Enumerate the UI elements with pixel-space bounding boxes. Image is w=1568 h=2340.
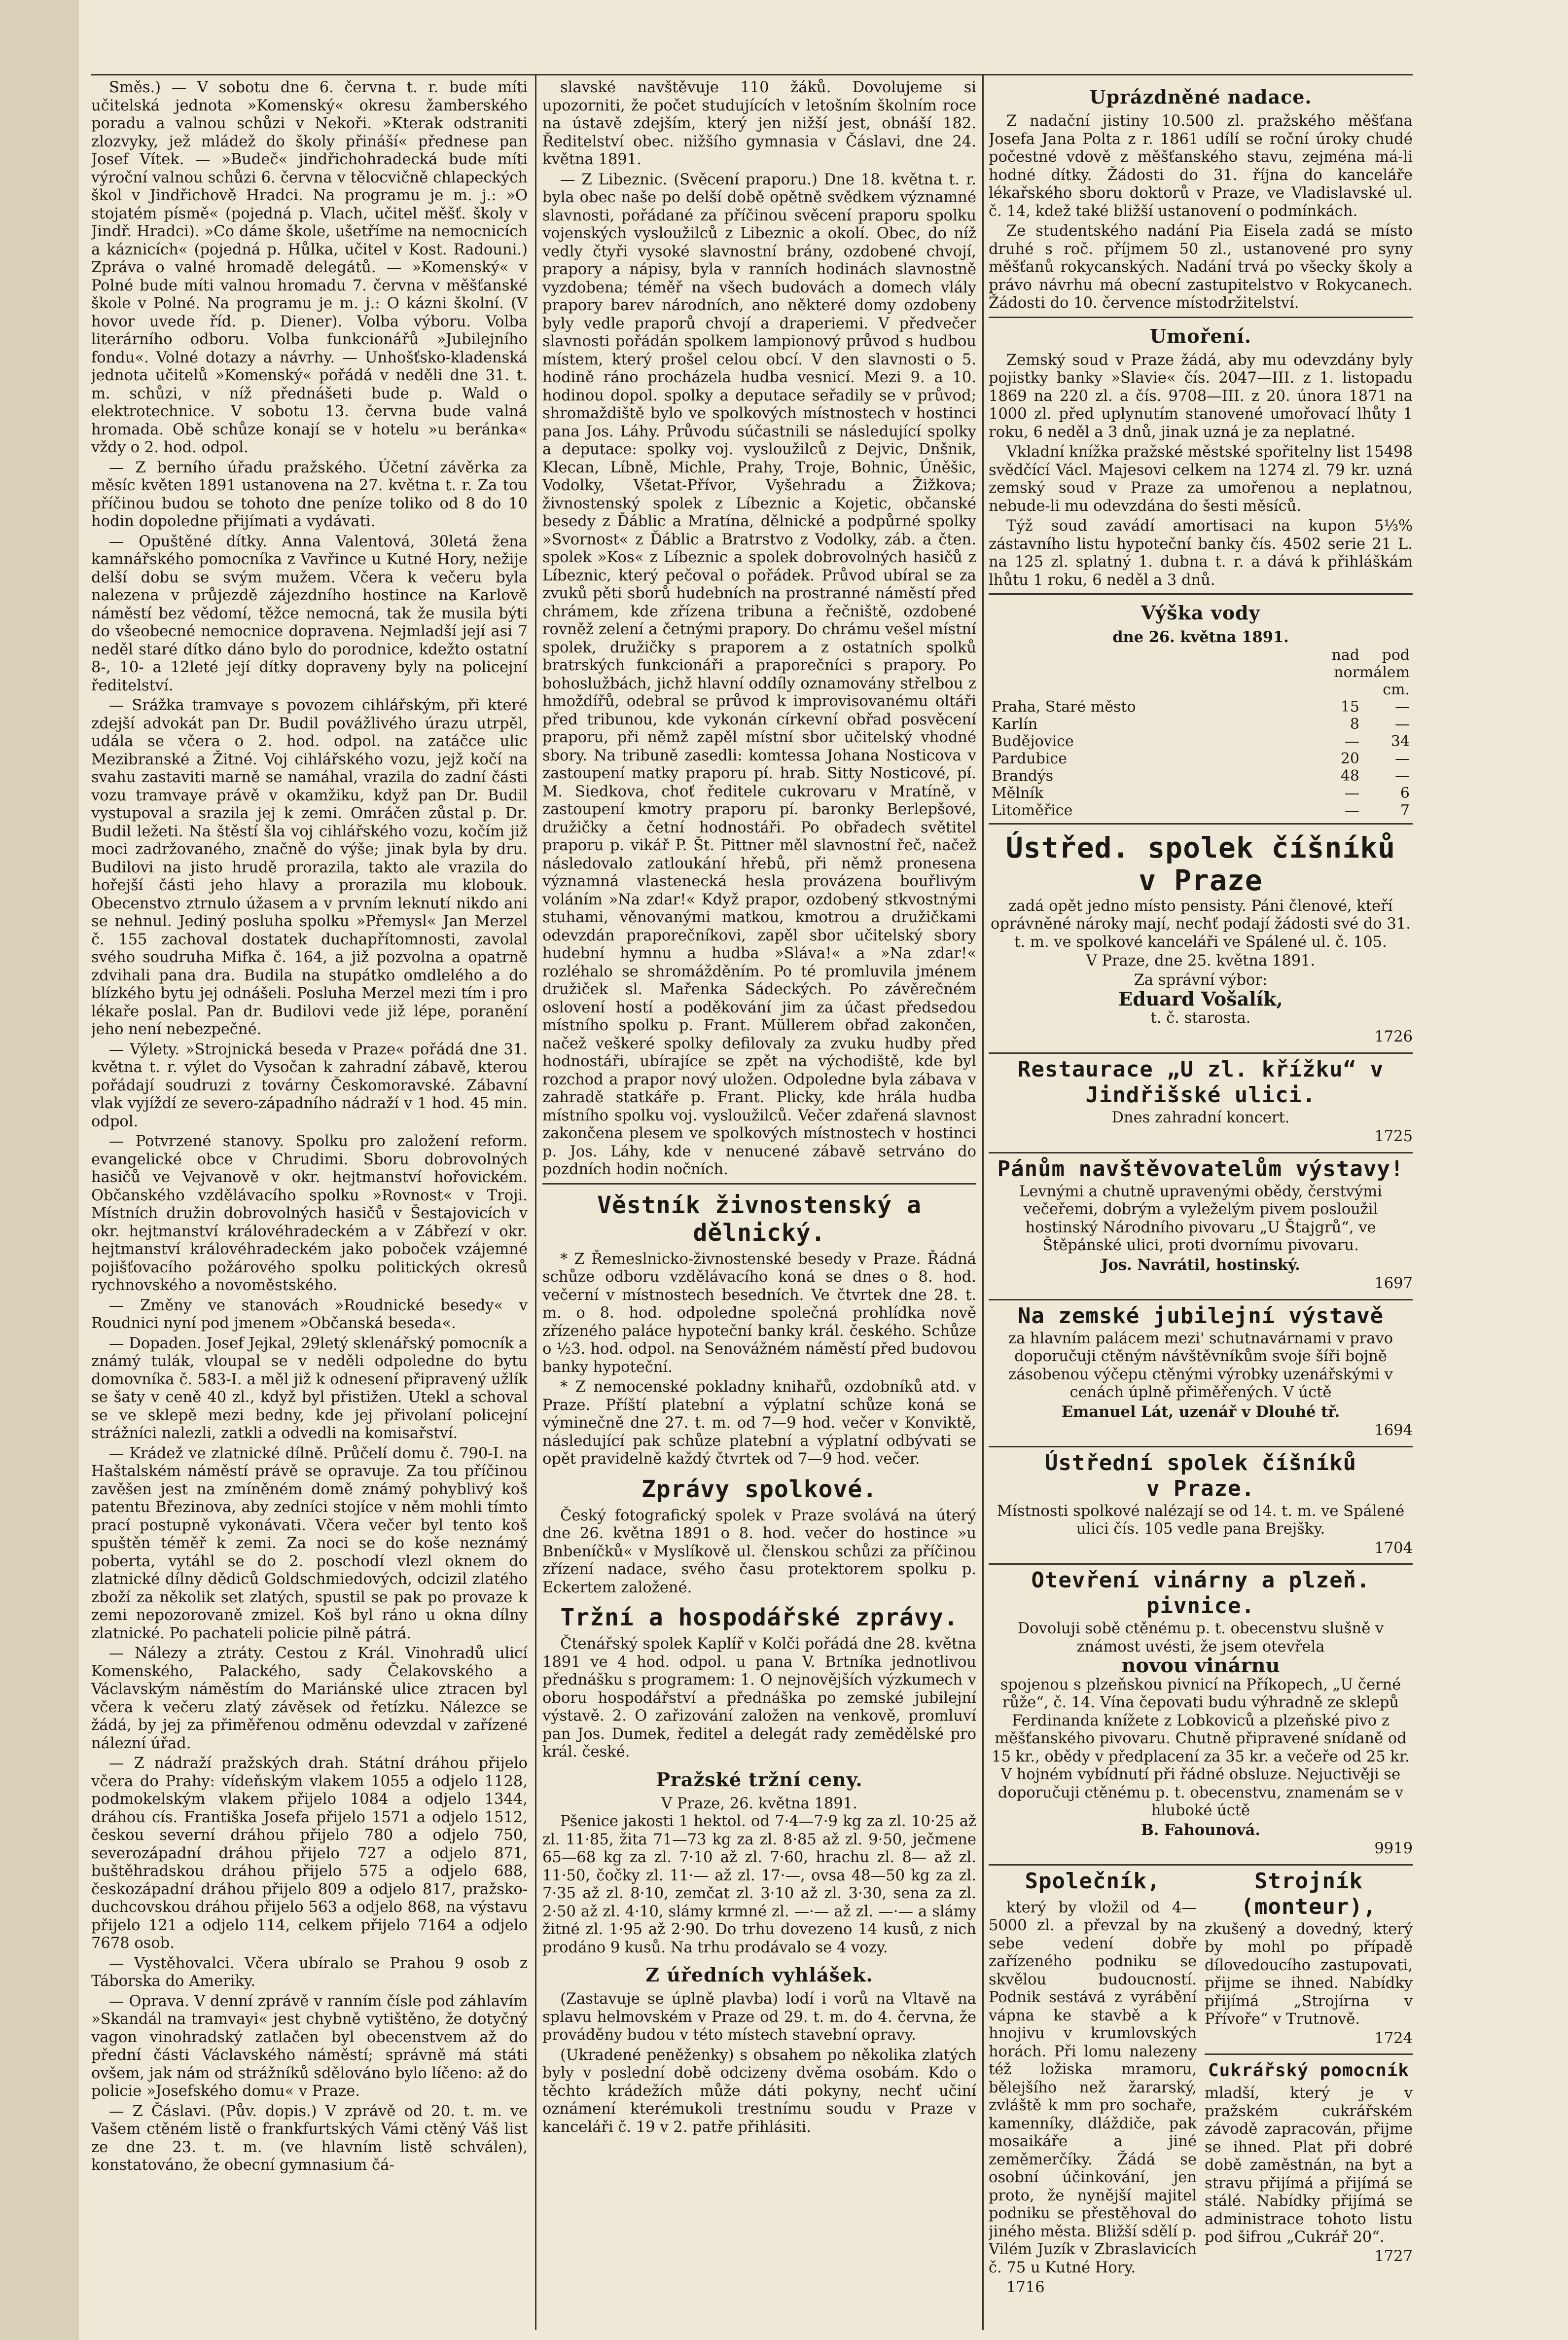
article-paragraph: Čtenářský spolek Kaplíř v Kolči pořádá dne 28. května 1891 ve 4 hod. odpol. u pana V. Brtníka jednotlivou přednášku s programem: 1. O nejnovějších výzkumech v oboru hospodářství a přednáška po zemské jubilejní výstavě. 2. O zařizování založen na venkově, promluví pan Jos. Dumek, ředitel a delegát rady zemědělské pro král. české. [542,1635,976,1761]
ad-headline: Cukrářský pomocník [1208,2060,1410,2081]
section-heading-ceny: Pražské tržní ceny. [656,1768,863,1791]
article-paragraph: Směs.) — V sobotu dne 6. června t. r. bude míti učitelská jednota »Komenský« okresu žamberského poradu a valnou schůzi v Nekoři. »Kterak odstraniti zlozvyky, jež mládež do školy přináší« přednese pan Josef Vítek. — »Budeč« jindřichohradecká bude míti výroční valnou schůzi 6. června v tělocvičně chlapeckých škol v Jindřichově Hradci. Na programu je m. j.: »O stojatém písmě« (pojedná p. Vlach, učitel měšť. školy v Jindř. Hradci). »Co dáme škole, ušetříme na nemocnicích a káznicích« (pojedná p. Hůlka, učitel v Kost. Radouni.) Zpráva o valné hromadě delegátů. — »Komenský« v Polné bude míti valnou hromadu 7. června v měšťanské škole v Polné. Na programu je m. j.: O kázni školní. (V hovor uvede říd. p. Diener). Volba výboru. Volba literárního odboru. Volba funkcionářů »Jubilejního fondu«. Volné dotazy a návrhy. — Unhošťsko-kladenská jednota učitelů »Komenský« pořádá v neděli dne 31. t. m. schůzi, v níž přednášeti bude p. Wald o elektrotechnice. V sobotu 13. června bude valná hromada. Obě schůze konají se v hotelu »u beránka« vždy o 2. hod. odpol. [91,79,528,456]
article-paragraph: * Z nemocenské pokladny knihařů, ozdobníků atd. v Praze. Příští platební a výplatní schůze koná se výminečně dne 27. t. m. od 7—9 hod. večer v Konviktě, následující pak schůze platební a výplatní odbývati se opět pravidelně každý čtvrtek od 7—9 hod. večer. [542,1378,976,1468]
ad-text: zadá opět jedno místo pensisty. Páni členové, kteří oprávněné nároky mají, nechť podají žádosti své do 31. t. m. ve spolkové kanceláři ve Spálené ul. č. 105. [991,897,1411,951]
table-cell: 7 [1400,801,1410,819]
article-paragraph: — Dopaden. Josef Jejkal, 29letý sklenářský pomocník a známý tulák, vloupal se v neděli odpoledne do bytu domovníka č. 583-I. a měl již k odnesení připravený užlík se šaty v ceně 40 zl., když byl přistižen. Utekl a schoval se ve sklepě mezi bedny, kde jej přivolaní policejní strážníci nalezli, zatkli a odvedli na komisařství. [91,1334,528,1442]
ad-headline: Na zemské jubilejní výstavě [1017,1303,1384,1329]
article-paragraph: — Vystěhovalci. Včera ubíralo se Prahou 9 osob z Táborska do Ameriky. [91,1954,528,1990]
table-row [989,733,1413,750]
table-cell: 15 [1340,698,1359,716]
ad-signature: Emanuel Lát, uzenář v Dlouhé tř. [1061,1403,1340,1421]
article-paragraph: — Nálezy a ztráty. Cestou z Král. Vinohradů ulicí Komenského, Palackého, sady Čelakovského a Václavským náměstím do Mariánské ulice ztracen byl včera k večeru zlatý závěsek od řetízku. Nálezce se žádá, by jej za přiměřenou odměnu odevzdal v zařízené nálezní úřad. [91,1645,528,1752]
table-cell: — [1345,732,1359,750]
ad-headline: v Praze. [1146,1476,1255,1501]
advertisement [989,1153,1413,1300]
ad-number: 1727 [1374,2247,1413,2265]
ad-subheadline: novou vinárnu [1121,1654,1280,1677]
ad-text: Za správní výbor: [1134,971,1268,989]
table-cell: 6 [1400,784,1410,802]
ad-number: 9919 [1374,1840,1413,1857]
ad-number: 1724 [1374,2029,1413,2047]
ad-number: 1725 [1374,1128,1413,1145]
article-paragraph: — Z Libeznic. (Svěcení praporu.) Dne 18. května t. r. byla obec naše po delší době opětně svědkem významné slavnosti, pořádané za příčinou svěcení praporu spolku vojenských vysloužilců z Libeznic a okolí. Obec, do níž vedly čtyři vysoké slavnostní brány, ozdobené chvojí, prapory a nápisy, byla v ranních hodinách slavnostně vyzdobena; téměř na všech budovách a domech vlály prapory barev národních, ano některé domy ozdobeny byly vedle praporů chvojí a draperiemi. V předvečer slavnosti pořádán spolkem lampionový průvod s hudbou místem, který prošel celou obcí. V den slavnosti o 5. hodině ráno procházela hudba vesnicí. Mezi 9. a 10. hodinou dopol. spolky a deputace seřadily se v průvod; shromaždiště bylo ve spolkových místnostech v hostinci pana Jos. Láhy. Průvodu súčastnili se následující spolky a deputace: spolky voj. vysloužilců z Dejvic, Dnšnik, Klecan, Líbně, Michle, Prahy, Troje, Bohnic, Úněšic, Vodolky, Všetat-Přívor, Vyšehradu a Žižkova; živnostenský spolek z Líbeznic a Kojetic, občanské besedy z Ďáblic a Mratína, dělnické a podpůrné spolky »Svornost« z Ďáblic a Bratrstvo z Vodolky, záb. a čten. spolek »Kos« z Líbeznic a spolek dobrovolných hasičů z Líbeznic, který pečoval o pořádek. Průvod ubíral se za zvuků pěti sborů hudebních na prostranné náměstí před chrámem, kde zřízena tribuna a řečniště, ozdobené rovněž zelení a četnými prapory. Do chrámu vešel místní spolek, družičky s praporem a z ostatních spolků bratrských funkcionáři a praporečníci s prapory. Po bohoslužbách, jichž hlavní oddíly oznamovány střelbou z hmoždířů, odebral se průvod k improvisovanému oltáři před tribunou, kde vykonán církevní obřad posvěcení praporu, při němž zapěl místní sbor učitelský vhodné sbory. Na tribuně zasedli: komtessa Johana Nosticova v zastoupení matky praporu pí. hrab. Sitty Nosticové, pí. M. Siedkova, choť ředitele cukrovaru v Mratíně, v zastoupení kmotry praporu pí. baronky Berlepšové, družičky a četní hodnostáři. Po obřadech světitel praporu p. vikář P. Št. Pittner měl slavnostní řeč, načež následovalo zatloukání hřebů, při němž pronesena významná vlastenecká hesla provázena bouřlivým voláním »Na zdar!« Když prapor, ozdobený stkvostnými stuhami, věnovanými matkou, kmotrou a družičkami odevzdán praporečníkovi, zapěl sbor učitelský sbory hudební hymnu a hudba »Sláva!« a »Na zdar!« rozléhalo se shromážděním. Po té promluvila jménem družiček sl. Mařenka Sádeckých. Po závěrečném oslovení hostí a poděkování jim za účast předsedou místního spolku p. Frant. Müllerem obřad zakončen, načež veškeré spolky defilovaly za zvuku hudby před hodnostáři, ubírajíce se zpět na východiště, kde byl rozchod a prapor nový uložen. Odpoledne byla zábava v zahradě statkáře p. Frant. Plicky, kde hrála hudba místního spolku voj. vysloužilců. Večer zdařená slavnost zakončena plesem ve spolkových místnostech v hostinci p. Jos. Láhy, kde v nenucené zábavě setrváno do pozdních hodin nočních. [542,171,976,1178]
table-row [989,802,1413,819]
ad-number: 1697 [1374,1275,1413,1292]
ad-headline: Společník, [1025,1868,1161,1894]
table-cell: Budějovice [992,732,1074,750]
table-cell: 34 [1390,732,1410,750]
advertisement [989,1565,1413,1866]
table-row [989,698,1413,716]
section-heading-zpravy: Zprávy spolkové. [641,1475,878,1503]
article-paragraph: — Z nádraží pražských drah. Státní dráhou přijelo včera do Prahy: vídeňským vlakem 1055 a odjelo 1128, podmokelským vlakem přijelo 1084 a odjelo 1344, dráhou cís. Františka Josefa přijelo 1571 a odjelo 1512, českou severní dráhou přijelo 780 a odjelo 750, severozápadní dráhou přijelo 727 a odjelo 871, buštěhradskou dráhou přijelo 575 a odjelo 688, českozápadní dráhou přijelo 809 a odjelo 817, pražsko-duchcovskou dráhou přijelo 563 a odjelo 868, na výstavu přijelo 121 a odjelo 114, celkem přijelo 7164 a odjelo 7678 osob. [91,1755,528,1952]
ad-number: 1704 [1374,1539,1413,1557]
column-rule-2 [982,74,984,2330]
advertisement [989,1300,1413,1447]
article-paragraph: * Z Řemeslnicko-živnostenské besedy v Praze. Řádná schůze odboru vzdělávacího koná se dnes o 8. hod. večerní v místnostech besedních. Ve čtvrtek dne 28. t. m. o 8. hod. odpoledne společná prohlídka nově zřízeného paláce hypoteční banky král. českého. Schůze o ½3. hod. odpol. na Senovážném náměstí před budovou banky hypoteční. [542,1250,976,1376]
ad-text: Levnými a chutně upravenými obědy, čerstvými večeřemi, dobrým a vyleželým pivem posloužil hostinský Národního pivovaru „U Štajgrů“, ve Štěpánské ulici, proti dvornímu pivovaru. [1019,1183,1382,1254]
ad-text: spojenou s plzeňskou pivnicí na Příkopech, „U černé růže“, č. 14. Vína čepovati budu výhradně ze sklepů Ferdinanda knížete z Lobkoviců a plzeňské pivo z měšťanského pivovaru. Chutně připravené snídaně od 15 kr., obědy v předplacení za 35 kr. a večeře od 25 kr. V hojném vybídnutí při řádné obsluze. Nejuctivěji se doporučuji ctěnému p. t. obecenstvu, znamenám se v hluboké úctě [992,1676,1410,1819]
article-paragraph: slavské navštěvuje 110 žáků. Dovolujeme si upozorniti, že počet studujících v letošním školním roce na ústavě zdejším, který jen nižší jest, obnáší 182. Ředitelství obec. nižšího gymnasia v Čáslavi, dne 24. května 1891. [542,79,976,168]
ad-text: t. č. starosta. [1150,1009,1251,1027]
ad-headline: Restaurace „U zl. křížku“ v Jindřišské ulici. [1017,1056,1384,1108]
table-cell: — [1395,750,1410,767]
article-paragraph: Z nadační jistiny 10.500 zl. pražského měšťana Josefa Jana Polta z r. 1861 udílí se roční úroky chudé počestné vdově z měšťanského stavu, zejména má-li hodné dítky. Žádosti do 31. října do kanceláře lékařského sboru doktorů v Praze, ve Vladislavské ul. č. 14, kdež také bližší ustanovení o podmínkách. [989,112,1413,220]
article-paragraph: — Změny ve stanovách »Roudnické besedy« v Roudnici nyní pod jmenem »Občanská beseda«. [91,1296,528,1332]
section-heading-umoreni: Umoření. [1149,324,1252,347]
ad-headline: (monteur), [1241,1894,1377,1919]
table-header-cell: pod [1382,646,1410,664]
article-paragraph: Vkladní knížka pražské městské spořitelny list 15498 svědčící Václ. Majesovi celkem na 1274 zl. 79 kr. uzná zemský soud v Praze za umořenou a neplatnou, nebude-li mu odevzdána do šesti měsíců. [989,443,1413,515]
dateline: V Praze, 26. května 1891. [661,1795,857,1812]
advertisement [989,828,1413,1054]
table-header-cell: normálem cm. [1334,663,1410,698]
table-cell: Praha, Staré město [992,698,1136,716]
article-paragraph: Ze studentského nadání Pia Eisela zadá se místo druhé s roč. příjmem 50 zl., ustanovené pro syny měšťanů rokycanských. Nadání trvá po všecky školy a právo návrhu má obecní zastupitelstvo v Rokycanech. Žádosti do 10. července místodržitelství. [989,222,1413,312]
article-paragraph: (Zastavuje se úplně plavba) lodí i vorů na Vltavě na splavu helmovském v Praze od 29. t. m. do 4. června, že prováděny budou v této místech stavební opravy. [542,1990,976,2044]
article-paragraph: — Opuštěné dítky. Anna Valentová, 30letá žena kamnářského pomocníka z Vavřince u Kutné Hory, nežije delší dobu se svým mužem. Včera k večeru byla nalezena v průjezdě zájezdního hostince na Karlově náměstí bez vědomí, těžce nemocná, tak že musila býti do všeobecné nemocnice dopravena. Nejmladší její asi 7 neděl staré dítko dáno bylo do porodnice, kdežto ostatní 8-, 10- a 12leté její dítky dopraveny byly na policejní ředitelství. [91,533,528,694]
column-3 [989,79,1413,2333]
ad-block [989,1866,1197,1899]
ad-signature: Jos. Navrátil, hostinský. [1101,1256,1300,1274]
table-cell: Pardubice [992,750,1067,767]
ad-headline: Strojník [1254,1868,1363,1894]
table-row [989,716,1413,733]
article-paragraph: — Oprava. V denní zprávě v ranním čísle pod záhlavím »Skandál na tramvayi« jest chybně vytištěno, že dotyčný vagon vinohradský zatlačen byl obecenstvem až do přední části Václavského náměstí; správně má státi ovšem, jak nám od strážníků sdělováno bylo líčeno: až do policie »Josefského domu« v Praze. [91,1992,528,2100]
section-heading-uprazdnene: Uprázdněné nadace. [1089,86,1312,108]
top-rule [91,74,1413,75]
table-cell: — [1345,801,1359,819]
table-row [989,750,1413,767]
advertisement [989,1866,1197,2299]
article-paragraph: Český fotografický spolek v Praze svolává na úterý dne 26. května 1891 o 8. hod. večer do hostince »u Bnbeníčků« v Myslíkově ul. členskou schůzi za příčinou zřízení nadace, svého času protektorem spolku p. Eckertem založené. [542,1507,976,1596]
advertisement [989,1054,1413,1153]
table-cell: Brandýs [992,767,1054,785]
table-cell: — [1395,715,1410,733]
advertisement [989,1447,1413,1565]
table-cell: Mělník [992,784,1044,802]
ad-headline: Ústřední spolek číšníků [1044,1450,1357,1476]
article-paragraph: Týž soud zavádí amortisaci na kupon 5⅓% zástavního listu hypoteční banky čís. 4502 serie 21 L. na 125 zl. splatný 1. dubna t. r. a dává k přihláškám lhůtu 1 roku, 6 neděl a 3 dnů. [989,517,1413,589]
water-level-table [989,647,1413,819]
section-heading-trzni: Tržní a hospodářské zprávy. [560,1604,959,1631]
table-cell: 20 [1340,750,1359,767]
ad-text: Dnes zahradní koncert. [1111,1109,1290,1126]
ad-headline: Otevření vinárny a plzeň. pivnice. [1031,1568,1370,1619]
table-cell: — [1395,767,1410,785]
table-header-cell: nad [1331,646,1359,664]
ad-signature: B. Fahounová. [1140,1821,1261,1839]
table-header [989,664,1413,698]
article-paragraph: Zemský soud v Praze žádá, aby mu odevzdány byly pojistky banky »Slavie« čís. 2047—III. z 1. listopadu 1869 na 220 zl. a čís. 9708—III. z 20. února 1871 na 1000 zl. před uplynutím stanovené umořovací lhůty 1 roku, 6 neděl a 3 dnů, jinak uzná je za neplatné. [989,351,1413,441]
section-divider [989,593,1413,595]
article-paragraph: (Ukradené peněženky) s obsahem po několika zlatých byly v poslední době odcizeny dvěma osobám. Kdo o těchto krádežích může dáti pokyny, nechť učiní oznámení kterémukoli trestnímu soudu v Praze v kanceláři č. 19 v 2. patře přihlásiti. [542,2046,976,2136]
article-paragraph: — Z berního úřadu pražského. Účetní závěrka za měsíc květen 1891 ustanovena na 27. května t. r. Za tou příčinou budou se tohoto dne peníze toliko od 8 do 10 hodin dopoledne přijímati a vydávati. [91,459,528,530]
section-heading-vestnik: Věstník živnostenský a dělnický. [597,1191,922,1247]
column-rule-1 [535,74,536,2330]
table-cell: 48 [1340,767,1359,785]
ad-number: 1716 [1006,2279,1045,2296]
section-divider [989,823,1413,825]
article-paragraph: — Srážka tramvaye s povozem cihlářským, při které zdejší advokát pan Dr. Budil povážlivého úrazu utrpěl, udála se včera o 2. hod. odpol. na zatáčce ulic Mezibranské a Žitné. Voj cihlářského vozu, jejž kočí na svahu zastaviti marně se namáhal, vrazila do zadní části vozu tramvaye právě v okamžiku, když pan Dr. Budil vystupoval a srazila jej k zemi. Omráčen zůstal p. Dr. Budil ležeti. Na štěstí šla voj cihlářského vozu, kočím již moci zadržovaného, značně do výše; jinak byla by dru. Budilovi na jisto hrudě prorazila, takto ale vrazila do hořejší části jeho hlavy a prorazila mu klobouk. Obecenstvo ztrnulo úžasem a v prvním leknutí nikdo ani se nehnul. Jediný posluha spolku »Přemysl« Jan Merzel č. 155 zachoval dostatek duchapřítomnosti, zavolal svého soudruha Mifka č. 164, a již pozvolna a opatrně zdvihali pana dra. Budila na stupátko omdlelého a do blízkého bytu jej odnášeli. Posluha Merzel mezi tím i pro lékaře poslal. Pan dr. Budilovi vede již lépe, poranění jeho není nebezpečné. [91,697,528,1038]
ad-text: Dovoluji sobě ctěnému p. t. obecenstvu slušně v známost uvésti, že jsem otevřela [1017,1620,1384,1656]
article-paragraph: Pšenice jakosti 1 hektol. od 7·4—7·9 kg za zl. 10·25 až zl. 11·85, žita 71—73 kg za zl. 8·85 až zl. 9·50, ječmene 65—68 kg za zl. 7·10 až zl. 7·60, hrachu zl. 8— až zl. 11·50, čočky zl. 11·— až zl. 17·—, ovsa 48—50 kg za zl. 7·35 až zl. 8·10, zemčat zl. 3·10 až zl. 3·30, sena za zl. 2·50 až zl. 4·10, slámy krmné zl. —·— až zl. —·— a slámy žitné zl. 1·95 až 2·90. Do trhu dovezeno 14 kusů, z nich prodáno 9 kusů. Na trhu prodávalo se 4 vozy. [542,1813,976,1956]
ad-number: 1726 [1374,1028,1413,1045]
scan-margin [0,0,79,2340]
section-heading-urad: Z úředních vyhlášek. [645,1964,873,1986]
section-divider [542,1183,976,1185]
column-1 [91,79,528,2333]
table-header [989,647,1413,664]
article-paragraph: — Krádež ve zlatnické dílně. Průčelí domu č. 790-I. na Haštalském náměstí právě se opravuje. Za tou příčinou zavěšen jest na zmíněném domě známý pohyblivý koš patentu Březinova, aby zedníci stojíce v něm mohli tímto prací postupně vykonávati. Včera večer byl tento koš spuštěn téměř k zemi. Za noci se do koše neznámý poberta, vytáhl se do 2. poschodí vlezl oknem do zlatnické dílny dědiců Goldschmiedových, odcizil zlatého zboží za několik set zlatých, spustil se pak po provaze k zemi nepozorovaně zmizel. Koš byl ráno u okna dílny zlatnické. Po pachateli policie pilně pátrá. [91,1444,528,1642]
article-paragraph: — Potvrzené stanovy. Spolku pro založení reform. evangelické obce v Chrudimi. Sboru dobrovolných hasičů ve Vejvanově v okr. hejtmanství hořovickém. Občanského vzdělávacího spolku »Rovnost« v Troji. Místních družin dobrovolných hasičů v Šestajovicích v okr. hejtmanství královéhradeckém a v Zábřezí v okr. hejtmanství královéhradeckém jako poboček vzájemné pojišťovacího požárového spolku politických okresů rychnovského a novoměstského. [91,1133,528,1294]
ad-text: zkušený a dovedný, který by mohl po případě dílovedoucího zastupovati, přijme se ihned. Nabídky přijímá „Strojírna v Přívoře“ v Trutnově. [1205,1920,1413,2028]
ad-number: 1694 [1374,1422,1413,1439]
section-divider [989,317,1413,318]
ad-signature: Eduard Vošalík, [1118,988,1283,1010]
article-paragraph: — Z Čáslavi. (Pův. dopis.) V zprávě od 20. t. m. ve Vašem ctěném listě o frankfurtských Vámi ctěný Váš list ze dne 23. t. m. (ve hlavním listě schválen), konstatováno, že obecní gymnasium čá- [91,2102,528,2174]
column-2 [542,79,976,2333]
ad-headline: Ústřed. spolek číšníků v Praze [1005,830,1396,897]
table-cell: — [1345,784,1359,802]
ad-text: který by vložil od 4—5000 zl. a převzal by na sebe vedení dobře zařízeného podniku se skvělou budoucností. Podnik sestává z vyrábění vápna ke stavbě a k hnojivu v krumlovských horách. Při lomu nalezeny též ložiska mramoru, bělejšího než žararský, zvláště k mm pro sochaře, kamenníky, dláždiče, pak mosaikáře a jiné zeměmerčíky. Žádá se osobní účinkování, jen proto, že nynější majitel podniku se přestěhoval do jiného města. Bližší sdělí p. Vilém Juzík v Zbraslavicích č. 75 u Kutné Hory. [989,1899,1197,2276]
ad-text: V Praze, dne 25. května 1891. [1086,952,1316,970]
table-cell: Litoměřice [992,801,1073,819]
ad-text: za hlavním palácem mezi' schutnavárnami v pravo doporučuji ctěným návštěvníkům svoje šíři bojně zásobenou výčepu ctěnými výrobky uzenářskými v cenách úplně přiměřených. V úctě [1008,1330,1393,1401]
dateline: dne 26. května 1891. [1112,628,1289,646]
section-heading-vyska-vody: Výška vody [1141,602,1260,624]
ad-headline: Pánům navštěvovatelům výstavy! [997,1156,1404,1182]
table-cell: — [1395,698,1410,716]
table-row [989,767,1413,785]
advertisement [1205,1866,1413,2299]
ad-pair [989,1866,1413,2299]
table-row [989,785,1413,802]
table-cell: 8 [1350,715,1359,733]
ad-block [1205,2055,1413,2271]
ad-text: mladší, který je v pražském cukrářském závodě zapracován, přijme se ihned. Plat při dobré době zaměstnán, na byt a stravu přijímá a přijímá se stálé. Nabídky přijímá se administrace tohoto listu pod šifrou „Cukrář 20“. [1205,2085,1413,2246]
article-paragraph: — Výlety. »Strojnická beseda v Praze« pořádá dne 31. května t. r. výlet do Vysočan k zahradní zábavě, kterou pořádají soudruzi z továrny Českomoravské. Zábavní vlak vyjíždí ze severo-západního nádraží v 1 hod. 45 min. odpol. [91,1041,528,1130]
table-cell: Karlín [992,715,1038,733]
ad-text: Místnosti spolkové nalézají se od 14. t. m. ve Spálené ulici čís. 105 vedle pana Brejšky. [997,1502,1405,1538]
ad-block [1205,1866,1413,2055]
